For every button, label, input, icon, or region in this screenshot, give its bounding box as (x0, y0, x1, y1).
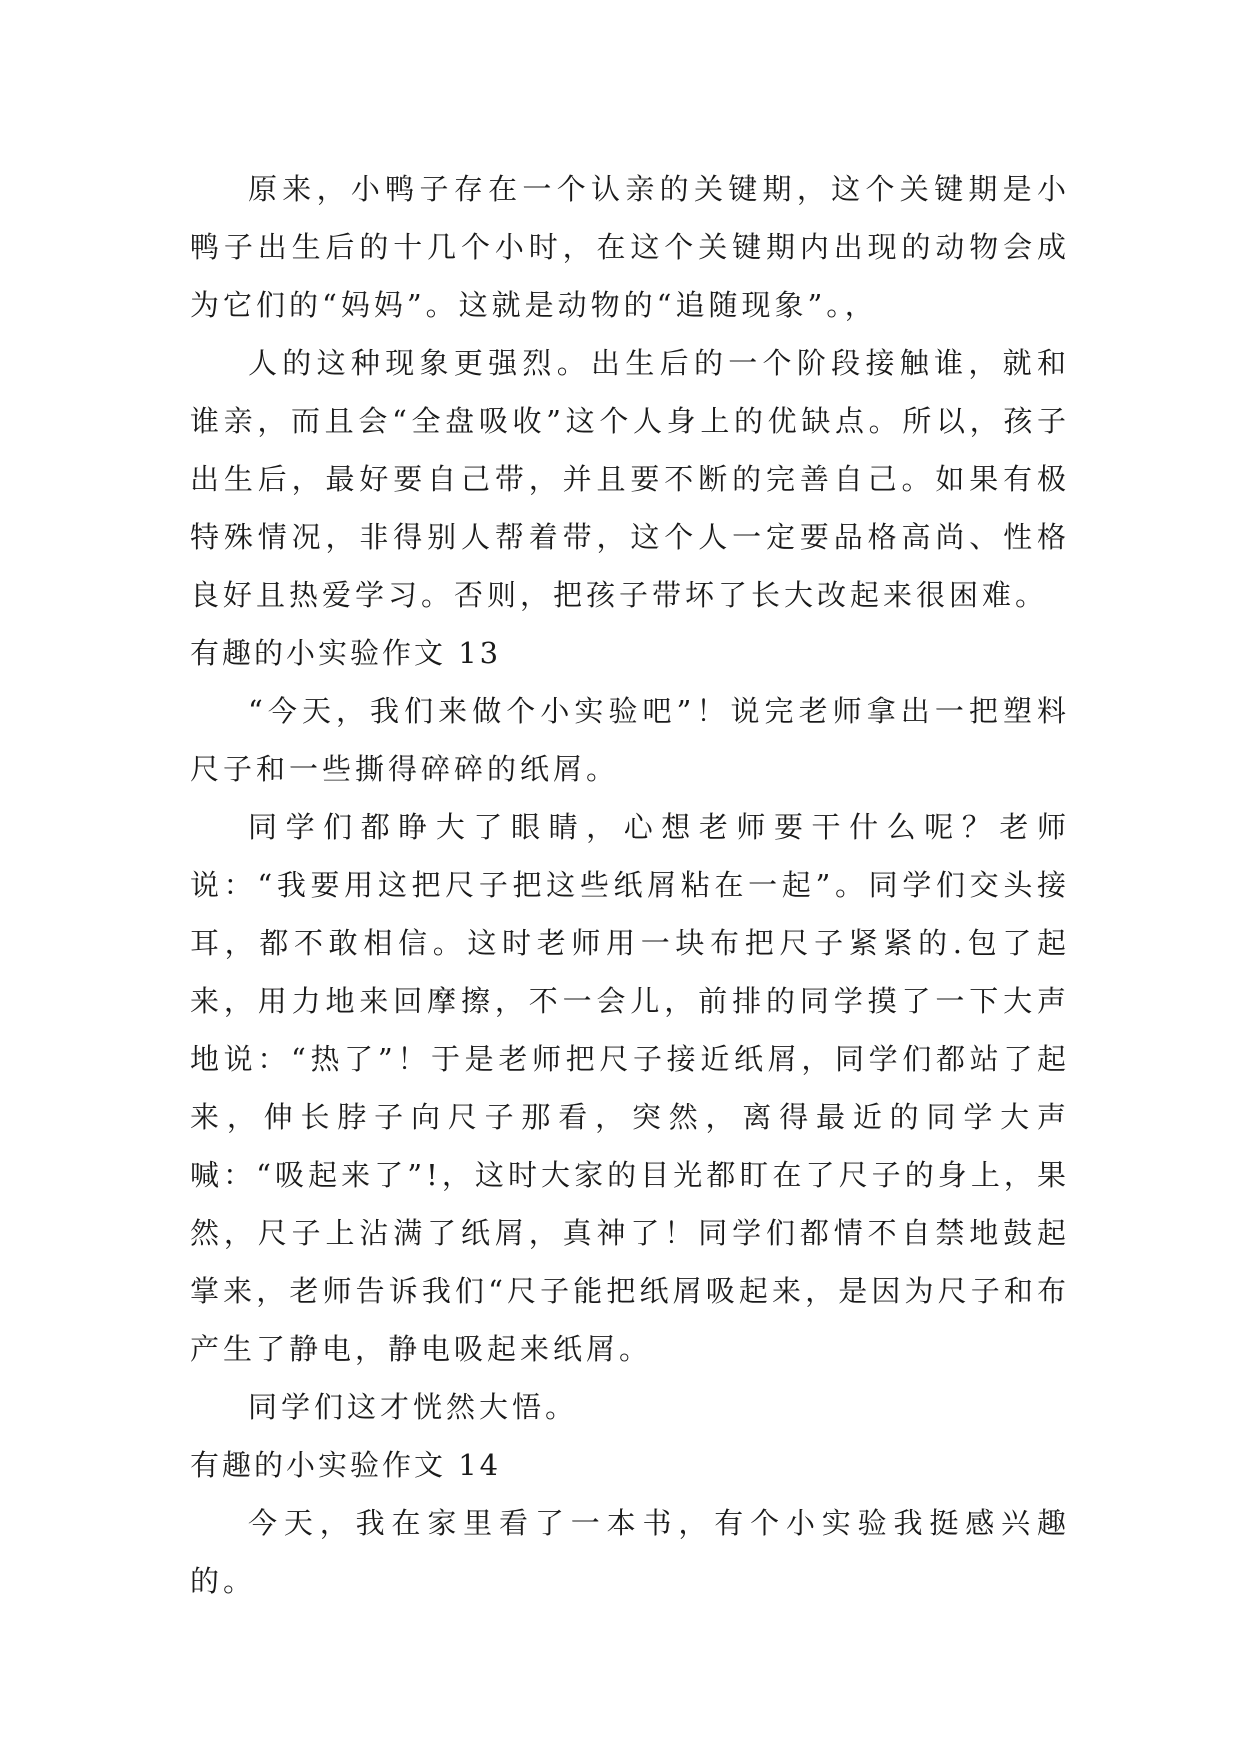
section-heading: 有趣的小实验作文 14 (190, 1448, 502, 1482)
paragraph: 同学们这才恍然大悟。 (248, 1390, 579, 1424)
paragraph: 原来，小鸭子存在一个认亲的关键期，这个关键期是小鸭子出生后的十几个小时，在这个关键期内出现的动物会成为它们的“妈妈”。这就是动物的“追随现象”。， (190, 172, 1070, 322)
paragraph: “今天，我们来做个小实验吧”！说完老师拿出一把塑料尺子和一些撕得碎碎的纸屑。 (190, 694, 1070, 786)
paragraph: 同学们都睁大了眼睛，心想老师要干什么呢？老师说：“我要用这把尺子把这些纸屑粘在一起”。同学们交头接耳，都不敢相信。这时老师用一块布把尺子紧紧的.包了起来，用力地来回摩擦，不一会儿，前排的同学摸了一下大声地说：“热了”！于是老师把尺子接近纸屑，同学们都站了起来，伸长脖子向尺子那看，突然，离得最近的同学大声喊：“吸起来了”!，这时大家的目光都盯在了尺子的身上，果然，尺子上沾满了纸屑，真神了！同学们都情不自禁地鼓起掌来，老师告诉我们“尺子能把纸屑吸起来，是因为尺子和布产生了静电，静电吸起来纸屑。 (190, 810, 1070, 1366)
document-body (190, 160, 1070, 1610)
paragraph: 人的这种现象更强烈。出生后的一个阶段接触谁，就和谁亲，而且会“全盘吸收”这个人身上的优缺点。所以，孩子出生后，最好要自己带，并且要不断的完善自己。如果有极特殊情况，非得别人帮着带，这个人一定要品格高尚、性格良好且热爱学习。否则，把孩子带坏了长大改起来很困难。 (190, 346, 1070, 612)
paragraph: 今天，我在家里看了一本书，有个小实验我挺感兴趣的。 (190, 1506, 1070, 1598)
section-heading: 有趣的小实验作文 13 (190, 636, 502, 670)
